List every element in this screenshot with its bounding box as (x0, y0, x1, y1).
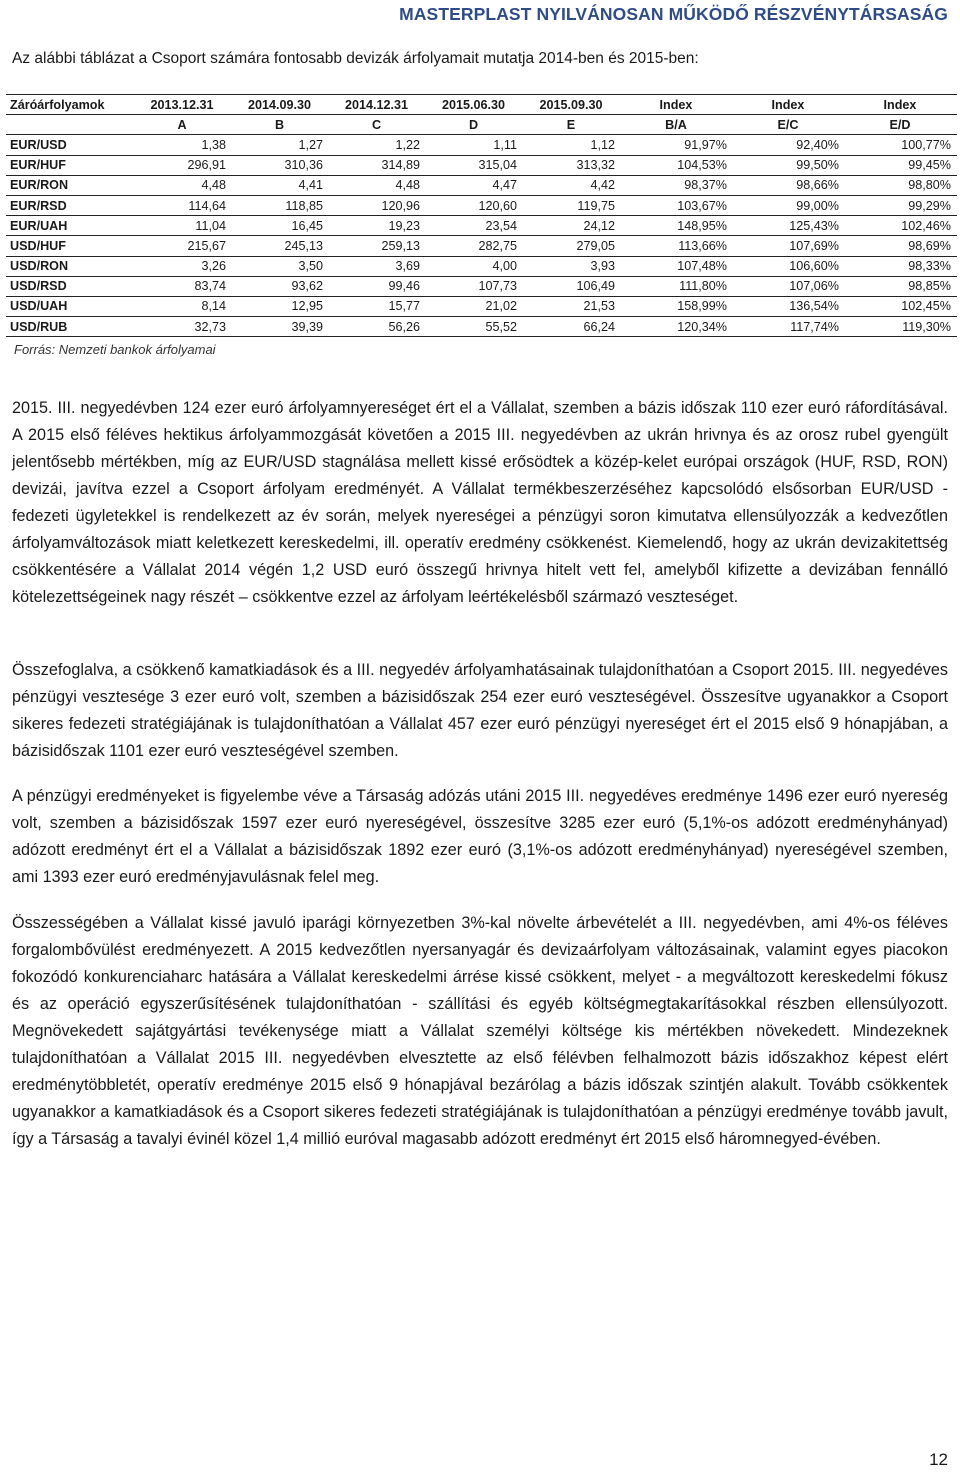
table-cell: 1,11 (426, 135, 523, 155)
column-letter: E/C (733, 115, 845, 135)
table-cell: 4,47 (426, 175, 523, 195)
table-cell: 296,91 (134, 155, 232, 175)
table-cell: 3,69 (329, 256, 426, 276)
table-cell: 119,75 (523, 195, 621, 215)
column-header-row-label: Záróárfolyamok (6, 95, 134, 115)
column-header: 2014.09.30 (232, 95, 329, 115)
table-cell: 279,05 (523, 236, 621, 256)
table-cell: 23,54 (426, 216, 523, 236)
table-row (6, 135, 957, 155)
table-cell: 92,40% (733, 135, 845, 155)
table-cell: 104,53% (621, 155, 733, 175)
table-cell: 93,62 (232, 276, 329, 296)
column-letter-empty (6, 115, 134, 135)
table-cell: 4,41 (232, 175, 329, 195)
table-row (6, 195, 957, 215)
company-header: MASTERPLAST NYILVÁNOSAN MŰKÖDŐ RÉSZVÉNYTÁRSASÁG (399, 4, 948, 24)
table-cell: 98,80% (845, 175, 957, 195)
table-cell: 32,73 (134, 317, 232, 337)
page-number: 12 (929, 1450, 948, 1469)
table-row (6, 276, 957, 296)
table-cell: 315,04 (426, 155, 523, 175)
table-cell: 83,74 (134, 276, 232, 296)
table-cell: 4,48 (329, 175, 426, 195)
column-header: 2014.12.31 (329, 95, 426, 115)
paragraph-financial-summary: Összefoglalva, a csökkenő kamatkiadások és a III. negyedév árfolyamhatásainak tulajdoníthatóan a Csoport 2015. III. negyedéves pénzügyi vesztesége 3 ezer euró volt, szemben a bázisidőszak 254 ezer euró veszteségével. Összesítve ugyanakkor a Csoport sikeres fedezeti stratégiájának is tulajdoníthatóan a Vállalat 457 ezer euró pénzügyi nyereséget ért el 2015 első 9 hónapjában, a bázisidőszak 1101 ezer euró veszteségével szemben. (12, 661, 948, 761)
exchange-rate-table (6, 94, 957, 337)
paragraph-net-income: A pénzügyi eredményeket is figyelembe véve a Társaság adózás utáni 2015 III. negyedéves eredménye 1496 ezer euró nyereség volt, szemben a bázisidőszak 1597 ezer euró nyereségével, összesítve 3285 ezer euró (5,1%-os adózott eredményhányad) adózott eredményt ért el a Vállalat a bázisidőszak 1892 ezer euró (3,1%-os adózott eredményhányad) nyereségével szemben, ami 1393 ezer euró eredményjavulásnak felel meg. (12, 787, 948, 887)
table-cell: 98,66% (733, 175, 845, 195)
currency-pair-label: USD/UAH (6, 296, 134, 316)
currency-pair-label: USD/RUB (6, 317, 134, 337)
table-letter-row (6, 115, 957, 135)
table-cell: 21,53 (523, 296, 621, 316)
table-cell: 136,54% (733, 296, 845, 316)
column-letter: E (523, 115, 621, 135)
table-cell: 125,43% (733, 216, 845, 236)
table-cell: 107,48% (621, 256, 733, 276)
table-cell: 118,85 (232, 195, 329, 215)
column-letter: B/A (621, 115, 733, 135)
table-cell: 4,48 (134, 175, 232, 195)
table-cell: 1,12 (523, 135, 621, 155)
table-row (6, 155, 957, 175)
table-cell: 259,13 (329, 236, 426, 256)
column-header: 2015.09.30 (523, 95, 621, 115)
table-cell: 106,49 (523, 276, 621, 296)
table-cell: 103,67% (621, 195, 733, 215)
table-cell: 102,46% (845, 216, 957, 236)
table-cell: 102,45% (845, 296, 957, 316)
table-cell: 12,95 (232, 296, 329, 316)
currency-pair-label: USD/RON (6, 256, 134, 276)
table-cell: 120,34% (621, 317, 733, 337)
table-cell: 8,14 (134, 296, 232, 316)
table-cell: 21,02 (426, 296, 523, 316)
currency-pair-label: USD/HUF (6, 236, 134, 256)
table-cell: 282,75 (426, 236, 523, 256)
table-cell: 114,64 (134, 195, 232, 215)
table-cell: 99,00% (733, 195, 845, 215)
table-cell: 117,74% (733, 317, 845, 337)
table-cell: 24,12 (523, 216, 621, 236)
table-cell: 310,36 (232, 155, 329, 175)
table-intro-text: Az alábbi táblázat a Csoport számára fontosabb devizák árfolyamait mutatja 2014-ben és 2015-ben: (12, 50, 699, 67)
table-cell: 3,93 (523, 256, 621, 276)
table-cell: 120,60 (426, 195, 523, 215)
table-row (6, 256, 957, 276)
paragraph-overall-summary: Összességében a Vállalat kissé javuló iparági környezetben 3%-kal növelte árbevételét a III. negyedévben, ami 4%-os féléves forgalombővülést eredményezett. A 2015 kedvezőtlen nyersanyagár és devizaárfolyam változásainak, valamint egyes piacokon fokozódó konkurenciaharc hatására a Vállalat kereskedelmi árrése kissé csökkent, melyet - a megváltozott kereskedelmi fókusz és az operáció egyszerűsítésének tulajdoníthatóan - szállítási és egyéb költségmegtakarításokkal részben ellensúlyozott. Megnövekedett sajátgyártási tevékenysége miatt a Vállalat személyi költsége kis mértékben növekedett. Mindezeknek tulajdoníthatóan a Vállalat 2015 III. negyedévben elvesztette az első félévben felhalmozott bázis időszakhoz képest elért eredménytöbbletét, operatív eredménye 2015 első 9 hónapjával bezárólag a bázis időszak szintjén alakult. Tovább csökkentek ugyanakkor a kamatkiadások és a Csoport sikeres fedezeti stratégiájának is tulajdoníthatóan a pénzügyi eredménye tovább javult, így a Társaság a tavalyi évinél közel 1,4 millió euróval magasabb adózott eredményt ért 2015 első háromnegyed-évében. (12, 914, 948, 1149)
column-header: Index (845, 95, 957, 115)
table-cell: 98,69% (845, 236, 957, 256)
table-cell: 99,46 (329, 276, 426, 296)
table-cell: 1,38 (134, 135, 232, 155)
column-header: Index (621, 95, 733, 115)
table-cell: 4,00 (426, 256, 523, 276)
currency-pair-label: EUR/HUF (6, 155, 134, 175)
table-row (6, 296, 957, 316)
table-cell: 98,85% (845, 276, 957, 296)
table-row (6, 175, 957, 195)
table-cell: 98,33% (845, 256, 957, 276)
table-cell: 158,99% (621, 296, 733, 316)
table-cell: 11,04 (134, 216, 232, 236)
currency-pair-label: EUR/RSD (6, 195, 134, 215)
table-cell: 3,50 (232, 256, 329, 276)
table-cell: 119,30% (845, 317, 957, 337)
currency-pair-label: EUR/RON (6, 175, 134, 195)
currency-pair-label: USD/RSD (6, 276, 134, 296)
table-cell: 99,50% (733, 155, 845, 175)
table-cell: 19,23 (329, 216, 426, 236)
table-cell: 148,95% (621, 216, 733, 236)
table-cell: 245,13 (232, 236, 329, 256)
table-source-note: Forrás: Nemzeti bankok árfolyamai (14, 342, 216, 357)
table-cell: 15,77 (329, 296, 426, 316)
column-letter: B (232, 115, 329, 135)
column-header: Index (733, 95, 845, 115)
table-header-row (6, 95, 957, 115)
table-cell: 55,52 (426, 317, 523, 337)
table-row (6, 317, 957, 337)
paragraph-fx-results: 2015. III. negyedévben 124 ezer euró árfolyamnyereséget ért el a Vállalat, szemben a bázis időszak 110 ezer euró ráfordításával. A 2015 első féléves hektikus árfolyammozgását követően a 2015 III. negyedévben az ukrán hrivnya és az orosz rubel gyengült jelentősebb mértékben, míg az EUR/USD stagnálása mellett kissé erősödtek a közép-kelet európai országok (HUF, RSD, RON) devizái, javítva ezzel a Csoport árfolyam eredményét. A Vállalat termékbeszerzéséhez kapcsolódó elsősorban EUR/USD - fedezeti ügyletekkel is rendelkezett az év során, melyek nyereségei a pénzügyi soron kimutatva ellensúlyozzák a kedvezőtlen árfolyamváltozások miatt keletkezett kereskedelmi, ill. operatív eredmény csökkenést. Kiemelendő, hogy az ukrán devizakitettség csökkentésére a Vállalat 2014 végén 1,2 USD euró összegű hrivnya hitelt vett fel, amelyből kifizette a devizában fennálló kötelezettségeinek nagy részét – csökkentve ezzel az árfolyam leértékelésből származó veszteséget. (12, 399, 948, 607)
table-row (6, 236, 957, 256)
table-cell: 66,24 (523, 317, 621, 337)
table-cell: 215,67 (134, 236, 232, 256)
table-cell: 98,37% (621, 175, 733, 195)
table-cell: 120,96 (329, 195, 426, 215)
table-cell: 106,60% (733, 256, 845, 276)
column-letter: D (426, 115, 523, 135)
table-cell: 4,42 (523, 175, 621, 195)
table-cell: 111,80% (621, 276, 733, 296)
table-cell: 107,06% (733, 276, 845, 296)
column-letter: A (134, 115, 232, 135)
table-cell: 113,66% (621, 236, 733, 256)
table-cell: 107,69% (733, 236, 845, 256)
table-cell: 99,29% (845, 195, 957, 215)
table-cell: 107,73 (426, 276, 523, 296)
table-row (6, 216, 957, 236)
table-cell: 91,97% (621, 135, 733, 155)
table-cell: 3,26 (134, 256, 232, 276)
table-cell: 1,27 (232, 135, 329, 155)
table-cell: 313,32 (523, 155, 621, 175)
column-letter: E/D (845, 115, 957, 135)
column-header: 2013.12.31 (134, 95, 232, 115)
table-cell: 100,77% (845, 135, 957, 155)
table-cell: 314,89 (329, 155, 426, 175)
column-letter: C (329, 115, 426, 135)
table-cell: 56,26 (329, 317, 426, 337)
currency-pair-label: EUR/UAH (6, 216, 134, 236)
currency-pair-label: EUR/USD (6, 135, 134, 155)
column-header: 2015.06.30 (426, 95, 523, 115)
table-cell: 1,22 (329, 135, 426, 155)
table-cell: 39,39 (232, 317, 329, 337)
table-cell: 16,45 (232, 216, 329, 236)
table-cell: 99,45% (845, 155, 957, 175)
table-body (6, 135, 957, 337)
